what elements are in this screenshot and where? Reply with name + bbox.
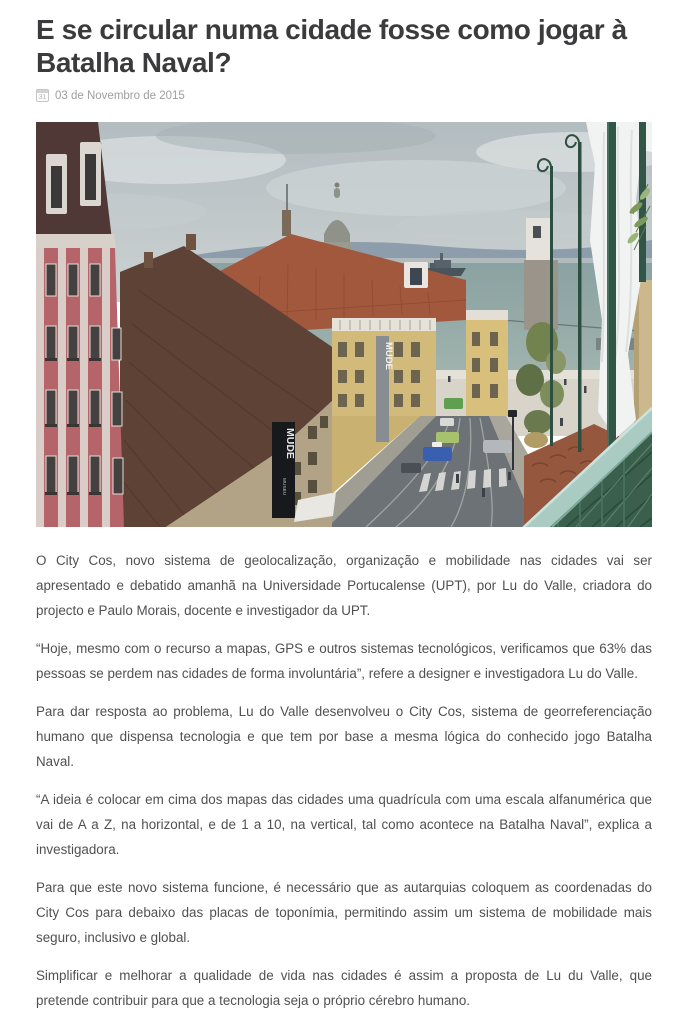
calendar-icon: 31	[36, 89, 49, 102]
paragraph-2: “Hoje, mesmo com o recurso a mapas, GPS e outros sistemas tecnológicos, verificamos que 63% das pessoas se perdem nas cidades de forma involuntária”, refere a designer e investigadora Lu do Valle.	[36, 641, 652, 681]
paragraph-1: O City Cos, novo sistema de geolocalização, organização e mobilidade nas cidades vai ser apresentado e debatido amanhã na Universidade Portucalense (UPT), por Lu do Valle, criadora do projecto e Paulo Morais, docente e investigador da UPT.	[36, 553, 652, 618]
article-date: 03 de Novembro de 2015	[55, 89, 185, 102]
lisbon-street-photo	[36, 122, 652, 527]
paragraph-5: Para que este novo sistema funcione, é necessário que as autarquias coloquem as coordenadas do City Cos para debaixo das placas de toponímia, permitindo assim um sistema de mobilidade mais seguro, inclusivo e global.	[36, 880, 652, 945]
paragraph-4: “A ideia é colocar em cima dos mapas das cidades uma quadrícula com uma escala alfanumérica que vai de A a Z, na horizontal, e de 1 a 10, na vertical, tal como acontece na Batalha Naval”, explica a investigadora.	[36, 792, 652, 857]
page-title: E se circular numa cidade fosse como jogar à Batalha Naval?	[36, 14, 627, 78]
article-page	[36, 0, 652, 1013]
mude-banner2-text: MUDE	[383, 342, 394, 370]
mude-banner-text: MUDE	[284, 428, 296, 459]
article-photo	[36, 122, 652, 527]
paragraph-6: Simplificar e melhorar a qualidade de vida nas cidades é assim a proposta de Lu du Valle, que pretende contribuir para que a tecnologia seja o próprio cérebro humano.	[36, 968, 652, 1008]
mude-banner-subtext: MUSEU	[281, 478, 286, 496]
paragraph-3: Para dar resposta ao problema, Lu do Valle desenvolveu o City Cos, sistema de georreferenciação humano que dispensa tecnologia e que tem por base a mesma lógica do conhecido jogo Batalha Naval.	[36, 704, 652, 769]
article-body	[36, 548, 652, 1013]
article-meta	[36, 89, 652, 102]
